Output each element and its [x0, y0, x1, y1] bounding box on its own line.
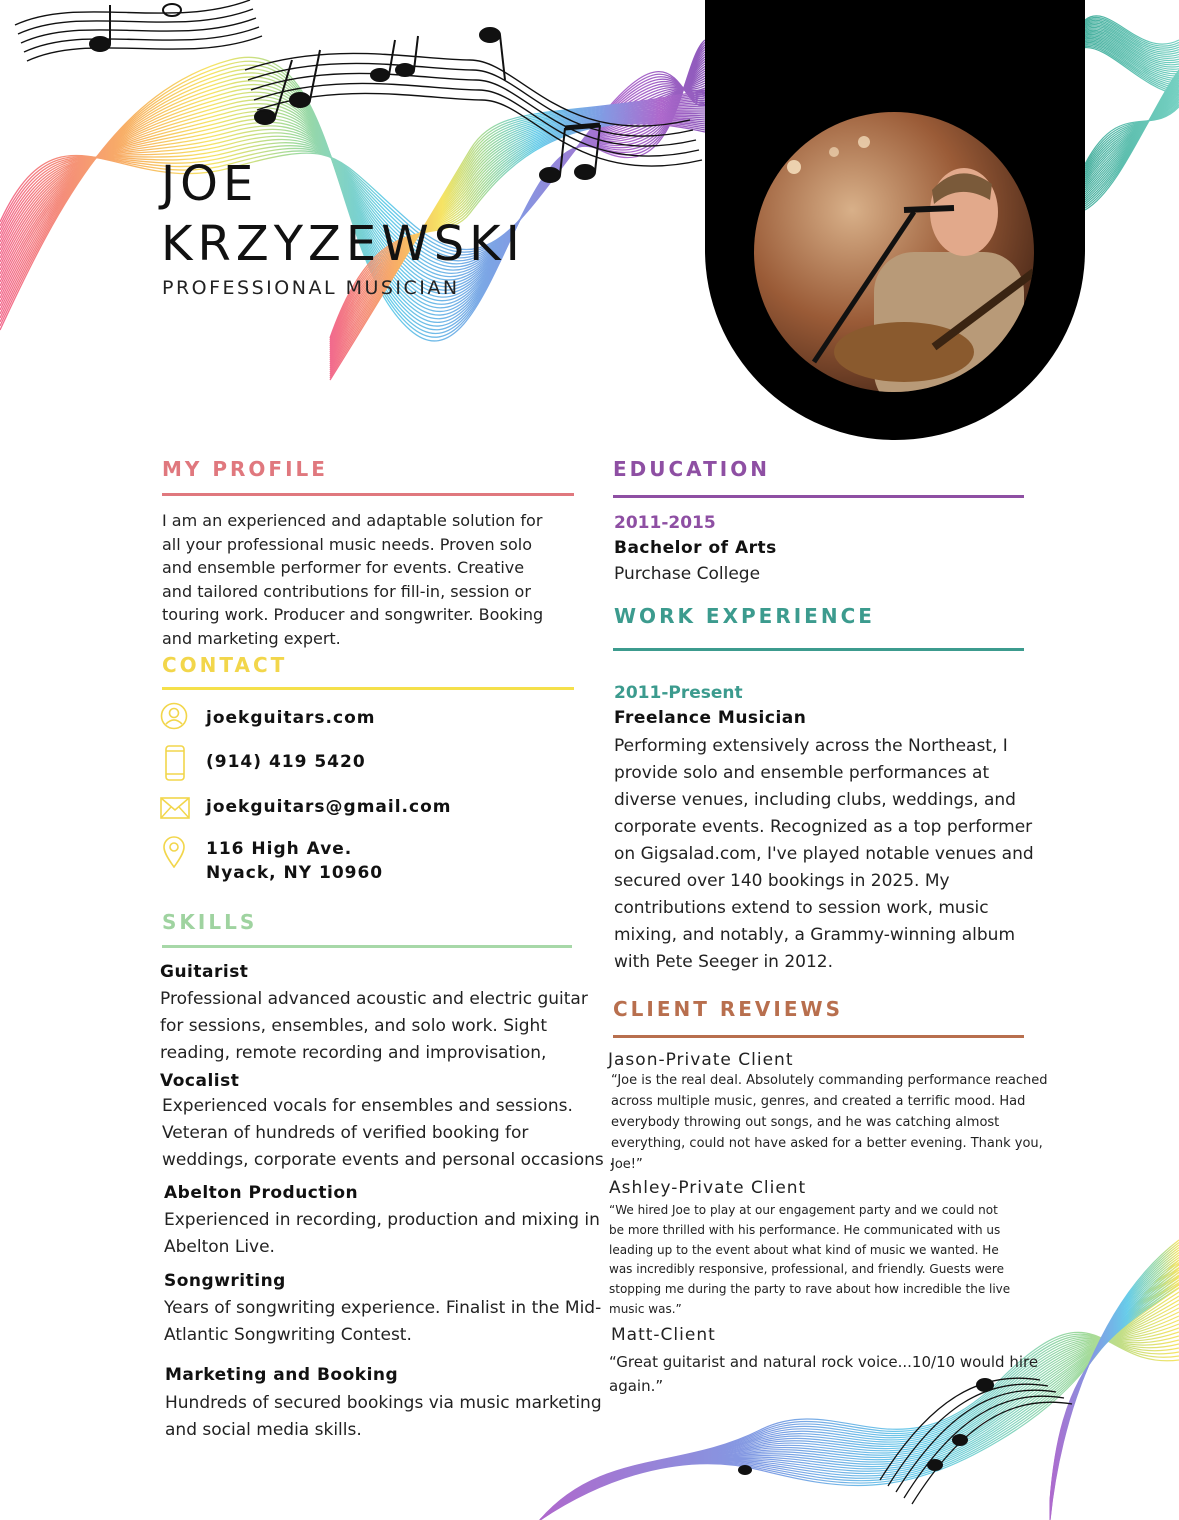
skills-divider [162, 945, 572, 948]
envelope-icon [160, 797, 190, 819]
user-circle-icon [160, 702, 188, 730]
email-link[interactable]: joekguitars@gmail.com [206, 797, 452, 817]
work-heading: WORK EXPERIENCE [614, 604, 875, 628]
profile-divider [162, 493, 574, 496]
contact-divider [162, 687, 574, 690]
education-degree: Bachelor of Arts [614, 538, 777, 558]
contact-heading: CONTACT [162, 653, 288, 677]
skill-description: Professional advanced acoustic and electric guitar for sessions, ensembles, and solo work. Sight reading, remote recording and improvisation, [160, 989, 588, 1063]
review-text: “We hired Joe to play at our engagement party and we could not be more thrilled with his performance. He communicated with us leading up to the event about what kind of music we wanted. He was incredibly responsive, professional, and friendly. Guests were stopping me during the party to rave about how incredible the live music was.” [609, 1203, 1011, 1316]
job-title: PROFESSIONAL MUSICIAN [162, 277, 460, 299]
work-years: 2011-Present [614, 683, 743, 703]
skill-description: Hundreds of secured bookings via music marketing and social media skills. [165, 1393, 602, 1440]
skill-title: Vocalist [160, 1071, 240, 1091]
website-link[interactable]: joekguitars.com [206, 708, 376, 728]
skill-description: Experienced vocals for ensembles and sessions. Veteran of hundreds of verified booking for weddings, corporate events and personal occasions . [162, 1096, 615, 1170]
rainbow-wave-top [0, 40, 705, 380]
skill-title: Marketing and Booking [165, 1365, 399, 1385]
skill-title: Abelton Production [164, 1183, 359, 1203]
profile-heading: MY PROFILE [162, 457, 328, 481]
phone-number[interactable]: (914) 419 5420 [206, 752, 366, 772]
reviews-heading: CLIENT REVIEWS [613, 997, 843, 1021]
first-name: JOE [161, 156, 259, 212]
reviewer-name: Jason-Private Client [608, 1050, 794, 1070]
skills-heading: SKILLS [162, 910, 258, 934]
reviewer-name: Matt-Client [611, 1325, 716, 1345]
location-pin-icon [162, 836, 186, 868]
skill-title: Guitarist [160, 962, 249, 982]
reviewer-name: Ashley-Private Client [609, 1178, 807, 1198]
review-text: “Great guitarist and natural rock voice...10/10 would hire again.” [609, 1353, 1039, 1395]
education-divider [613, 495, 1024, 498]
reviews-divider [613, 1035, 1024, 1038]
skill-description: Years of songwriting experience. Finalist in the Mid- Atlantic Songwriting Contest. [164, 1298, 602, 1345]
education-heading: EDUCATION [613, 457, 770, 481]
phone-icon [164, 745, 186, 781]
last-name: KRZYZEWSKI [161, 216, 525, 272]
profile-photo [754, 112, 1034, 392]
work-description: Performing extensively across the Northeast, I provide solo and ensemble performances at diverse venues, including clubs, weddings, and corporate events. Recognized as a top performer on Gigsalad.com, I've played notable venues and secured over 140 bookings in 2025. My contributions extend to session work, music mixing, and notably, a Grammy-winning album with Pete Seeger in 2012. [614, 736, 1034, 972]
teal-wave-right [1085, 16, 1179, 210]
work-divider [613, 648, 1024, 651]
review-text: “Joe is the real deal. Absolutely commanding performance reached across multiple music, genres, and created a terrific mood. Had everybody throwing out songs, and he was catching almost everything, could not have asked for a better evening. Thank you, Joe!” [611, 1073, 1048, 1172]
address: 116 High Ave. Nyack, NY 10960 [206, 839, 384, 883]
profile-text: I am an experienced and adaptable solution for all your professional music needs. Proven solo and ensemble performer for events. Creative and tailored contributions for fill-in, session or touring work. Producer and songwriter. Booking and marketing expert. [162, 511, 544, 648]
skill-description: Experienced in recording, production and mixing in Abelton Live. [164, 1210, 600, 1257]
skill-title: Songwriting [164, 1271, 286, 1291]
education-years: 2011-2015 [614, 513, 716, 533]
education-school: Purchase College [614, 564, 761, 584]
work-role: Freelance Musician [614, 708, 807, 728]
